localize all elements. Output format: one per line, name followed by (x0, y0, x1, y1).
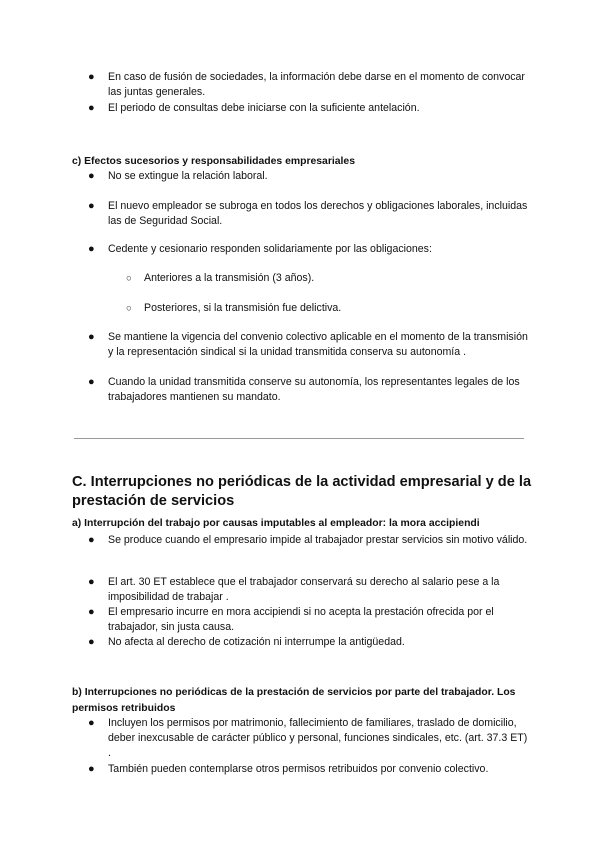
bullet-icon: ● (88, 534, 95, 546)
bullet-icon: ● (88, 576, 95, 588)
sub-list-item: Posteriores, si la transmisión fue delictiva. (144, 302, 342, 314)
bullet-icon: ● (88, 170, 95, 182)
sub-bullet-icon: ○ (126, 303, 132, 314)
bullet-icon: ● (88, 200, 95, 212)
list-item: Se mantiene la vigencia del convenio colectivo aplicable en el momento de la transmisión y la representación sindical si la unidad transmitida conserva su autonomía . (108, 331, 528, 359)
bullet-icon: ● (88, 71, 95, 83)
bullet-icon: ● (88, 763, 95, 775)
bullet-icon: ● (88, 606, 95, 618)
page-section-title: C. Interrupciones no periódicas de la actividad empresarial y de la prestación de servicios (72, 473, 532, 509)
list-item: También pueden contemplarse otros permisos retribuidos por convenio colectivo. (108, 763, 489, 775)
bullet-icon: ● (88, 243, 95, 255)
list-item: El art. 30 ET establece que el trabajador conservará su derecho al salario pese a la imposibilidad de trabajar . (108, 576, 500, 604)
sub-list-item: Anteriores a la transmisión (3 años). (144, 272, 315, 284)
bullet-icon: ● (88, 376, 95, 388)
list-item: Incluyen los permisos por matrimonio, fallecimiento de familiares, traslado de domicilio, deber inexcusable de carácter público y personal, funciones sindicales, etc. (art. 37.3 ET) . (108, 717, 528, 760)
sub-bullet-icon: ○ (126, 273, 132, 284)
bullet-icon: ● (88, 717, 95, 729)
list-item: El periodo de consultas debe iniciarse con la suficiente antelación. (108, 102, 420, 114)
horizontal-divider (74, 438, 524, 439)
section-heading: c) Efectos sucesorios y responsabilidades empresariales (72, 156, 355, 168)
list-item: Cedente y cesionario responden solidariamente por las obligaciones: (108, 243, 432, 255)
list-item: El nuevo empleador se subroga en todos los derechos y obligaciones laborales, incluidas las de Seguridad Social. (108, 200, 528, 228)
list-item: Se produce cuando el empresario impide al trabajador prestar servicios sin motivo válido. (108, 534, 528, 546)
bullet-icon: ● (88, 636, 95, 648)
list-item: En caso de fusión de sociedades, la información debe darse en el momento de convocar las juntas generales. (108, 71, 525, 99)
list-item: No afecta al derecho de cotización ni interrumpe la antigüedad. (108, 636, 405, 648)
list-item: No se extingue la relación laboral. (108, 170, 268, 182)
bullet-icon: ● (88, 331, 95, 343)
list-item: Cuando la unidad transmitida conserve su autonomía, los representantes legales de los trabajadores mantienen su mandato. (108, 376, 520, 404)
list-item: El empresario incurre en mora accipiendi si no acepta la prestación ofrecida por el trabajador, sin justa causa. (108, 606, 494, 634)
subsection-heading: b) Interrupciones no periódicas de la prestación de servicios por parte del trabajador. Los permisos retribuidos (72, 687, 516, 714)
subsection-heading: a) Interrupción del trabajo por causas imputables al empleador: la mora accipiendi (72, 518, 480, 530)
bullet-icon: ● (88, 102, 95, 114)
